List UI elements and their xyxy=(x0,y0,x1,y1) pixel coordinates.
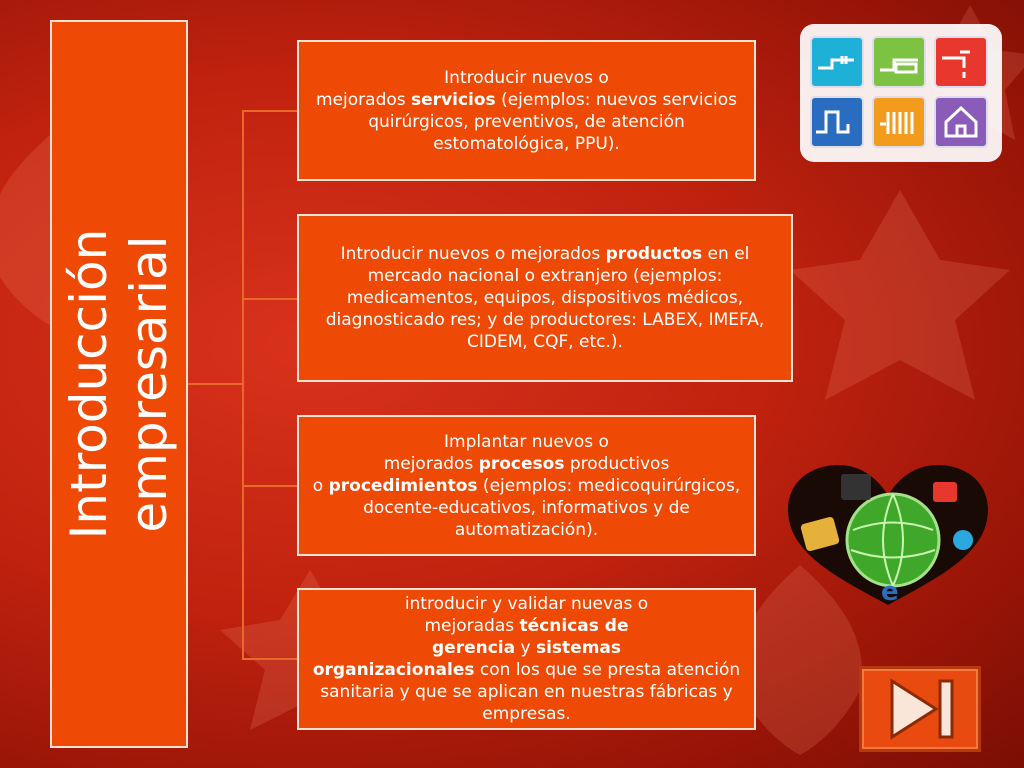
title-line-2: empresarial xyxy=(120,235,178,533)
box-keyword: organizacionales xyxy=(312,660,475,680)
utility-icons-image xyxy=(806,30,996,156)
multimedia-globe-image xyxy=(783,460,993,610)
house-icon xyxy=(934,96,988,148)
box-text: Introducir nuevos o xyxy=(444,67,609,88)
skip-next-icon xyxy=(862,669,978,749)
svg-text:e: e xyxy=(881,577,899,607)
box-text: mejoradas xyxy=(424,616,520,636)
info-box-tecnicas xyxy=(297,588,756,730)
box-text: introducir y validar nuevas o xyxy=(404,594,649,614)
connector-horizontal-main xyxy=(188,383,243,385)
connector-vertical-spine xyxy=(242,110,244,660)
box-keyword: sistemas xyxy=(535,638,621,658)
box-text: productivos xyxy=(564,453,670,474)
box-text: (ejemplos: medicoquirúrgicos, docente-educativos, informativos y de automatización). xyxy=(363,475,741,540)
box-text: en el mercado nacional o extranjero (ejemplos: medicamentos, equipos, dispositivos médicos, diagnosticado res; y de productores: LABEX, IMEFA, CIDEM, CQF, etc.). xyxy=(325,244,765,352)
electricity-icon xyxy=(810,36,864,88)
connector-branch-1 xyxy=(242,110,299,112)
gas-meter-icon xyxy=(872,36,926,88)
box-keyword: gerencia xyxy=(432,638,516,658)
box-keyword: productos xyxy=(605,244,703,264)
connector-branch-2 xyxy=(242,298,299,300)
box-text: y xyxy=(515,638,536,658)
connector-branch-4 xyxy=(242,658,299,660)
box-text: Implantar nuevos o xyxy=(444,431,609,452)
box-text: mejorados xyxy=(316,89,412,110)
box-keyword: procedimientos xyxy=(328,475,478,496)
info-box-procesos xyxy=(297,415,756,556)
water-tap-icon xyxy=(934,36,988,88)
slide-title xyxy=(59,34,179,734)
box-keyword: técnicas de xyxy=(519,616,629,636)
title-line-1: Introducción xyxy=(60,228,118,540)
box-keyword: procesos xyxy=(478,453,565,474)
info-box-servicios xyxy=(297,40,756,181)
box-text: mejorados xyxy=(383,453,479,474)
next-slide-button[interactable] xyxy=(859,666,981,752)
title-panel xyxy=(50,20,188,748)
box-keyword: servicios xyxy=(411,89,496,110)
box-text: o xyxy=(312,475,329,496)
info-box-productos xyxy=(297,214,793,382)
water-pipe-icon xyxy=(810,96,864,148)
box-text: (ejemplos: nuevos servicios quirúrgicos, preventivos, de atención estomatológica, PPU). xyxy=(368,89,737,154)
box-text: con los que se presta atención sanitaria y que se aplican en nuestras fábricas y empresas. xyxy=(320,660,741,724)
box-text: Introducir nuevos o mejorados xyxy=(340,244,606,264)
connector-branch-3 xyxy=(242,485,299,487)
leaf-decoration-icon xyxy=(780,180,1020,440)
radiator-icon xyxy=(872,96,926,148)
